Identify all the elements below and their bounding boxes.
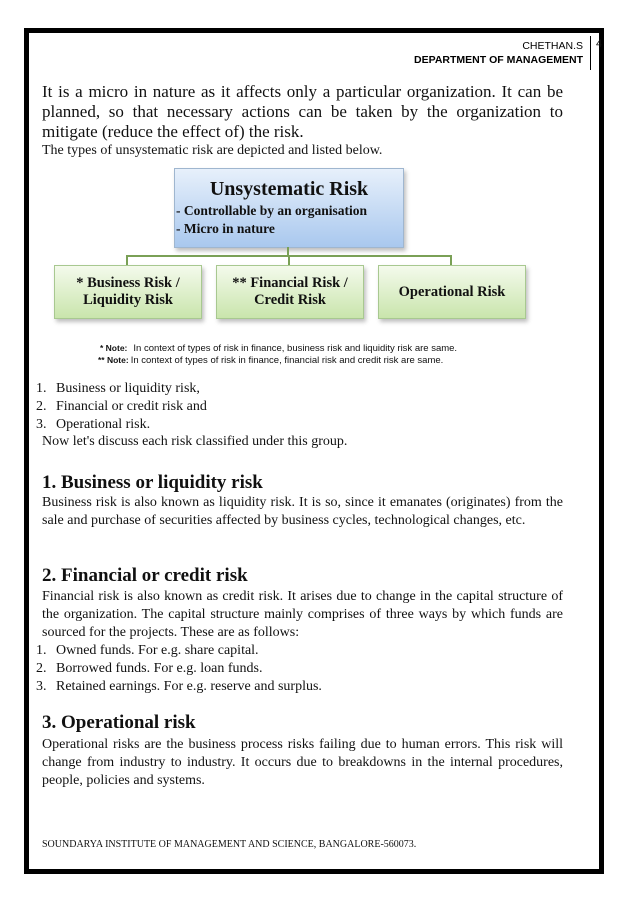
list-item: 3. Operational risk. (36, 417, 151, 432)
diagram-note-2 (98, 355, 443, 366)
section1-body: Business risk is also known as liquidity risk. It is so, since it emanates (originates) from the sale and purchase of securities affected by business cycles, technological changes, etc. (42, 495, 563, 528)
list-item: 2. Financial or credit risk and (36, 399, 207, 414)
diagram-top-box (174, 168, 404, 248)
risk-diagram (40, 162, 580, 374)
section2-heading: 2. Financial or credit risk (42, 565, 248, 586)
section3-body: Operational risks are the business process risks failing due to human errors. This risk will change from industry to industry. It occurs due to breakdowns in the internal procedures, people, policies and systems. (42, 737, 563, 788)
diagram-box-business-risk (54, 265, 202, 319)
page-number: 4 (596, 38, 603, 50)
diagram-box-financial-risk (216, 265, 364, 319)
list-item: 3. Retained earnings. For e.g. reserve and surplus. (36, 679, 322, 694)
header-department: DEPARTMENT OF MANAGEMENT (414, 54, 583, 66)
box3-label: Operational Risk (398, 283, 506, 300)
header-divider (590, 36, 591, 70)
section3-heading: 3. Operational risk (42, 712, 196, 733)
list-item: 1. Business or liquidity risk, (36, 381, 200, 396)
connector-middle (288, 255, 290, 265)
connector-left (126, 255, 128, 265)
note2-label: ** Note: (98, 355, 129, 365)
list-item: 1. Owned funds. For e.g. share capital. (36, 643, 259, 658)
note1-label: * Note: (100, 343, 128, 353)
note2-text: In context of types of risk in finance, financial risk and credit risk are same. (130, 355, 444, 366)
diagram-point-1: - Controllable by an organisation (176, 203, 368, 218)
box1-line1: * Business Risk / (76, 275, 180, 291)
funds-list (36, 642, 322, 696)
connector-right (450, 255, 452, 265)
list-item: 2. Borrowed funds. For e.g. loan funds. (36, 661, 263, 676)
note1-text: In context of types of risk in finance, business risk and liquidity risk are same. (133, 343, 458, 354)
intro-lead: The types of unsystematic risk are depicted and listed below. (42, 143, 383, 158)
box2-line1: ** Financial Risk / (232, 275, 348, 291)
box2-line2: Credit Risk (254, 292, 326, 308)
diagram-note-1 (100, 343, 457, 354)
section1-heading: 1. Business or liquidity risk (42, 472, 263, 493)
discuss-line: Now let's discuss each risk classified under this group. (42, 434, 348, 449)
box1-line2: Liquidity Risk (83, 292, 173, 308)
intro-paragraph: It is a micro in nature as it affects only a particular organization. It can be planned, so that necessary actions can be taken by the organization to mitigate (reduce the effect of) the risk. (42, 82, 563, 141)
diagram-title: Unsystematic Risk (209, 178, 369, 200)
header-author: CHETHAN.S (522, 40, 583, 52)
diagram-point-2: - Micro in nature (176, 221, 275, 236)
diagram-box-operational-risk (378, 265, 526, 319)
section2-body: Financial risk is also known as credit risk. It arises due to change in the capital structure of the organization. The capital structure mainly comprises of three ways by which funds are sourced for the projects. These are as follows: (42, 589, 563, 640)
types-list (36, 380, 207, 434)
footer: SOUNDARYA INSTITUTE OF MANAGEMENT AND SCIENCE, BANGALORE-560073. (42, 839, 417, 850)
